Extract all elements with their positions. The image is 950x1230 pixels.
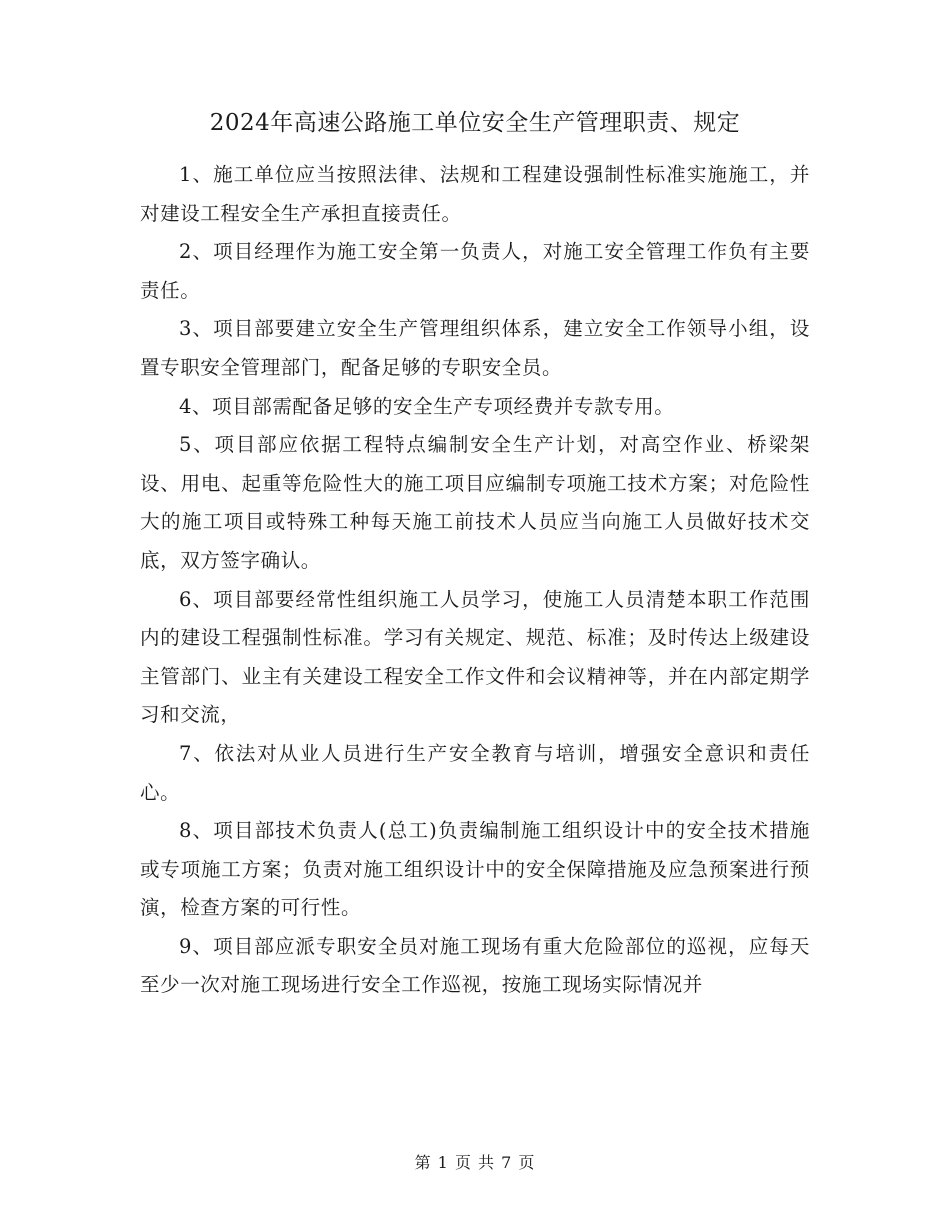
paragraph-3: 3、项目部要建立安全生产管理组织体系，建立安全工作领导小组，设置专职安全管理部门，配备足够的专职安全员。 xyxy=(140,317,810,379)
paragraph-9: 9、项目部应派专职安全员对施工现场有重大危险部位的巡视，应每天至少一次对施工现场进行安全工作巡视，按施工现场实际情况并 xyxy=(140,934,810,997)
paragraph-4: 4、项目部需配备足够的安全生产专项经费并专款专用。 xyxy=(179,394,675,418)
document-title: 2024年高速公路施工单位安全生产管理职责、规定 xyxy=(209,110,741,136)
paragraph-1: 1、施工单位应当按照法律、法规和工程建设强制性标准实施施工，并对建设工程安全生产承担直接责任。 xyxy=(140,163,810,225)
paragraph-2: 2、项目经理作为施工安全第一负责人，对施工安全管理工作负有主要责任。 xyxy=(140,240,810,302)
paragraph-8: 8、项目部技术负责人(总工)负责编制施工组织设计中的安全技术措施或专项施工方案；负责对施工组织设计中的安全保障措施及应急预案进行预演，检查方案的可行性。 xyxy=(140,819,810,920)
page-footer xyxy=(0,1152,950,1174)
paragraph-6: 6、项目部要经常性组织施工人员学习，使施工人员清楚本职工作范围内的建设工程强制性标准。学习有关规定、规范、标准；及时传达上级建设主管部门、业主有关建设工程安全工作文件和会议精神等，并在内部定期学习和交流， xyxy=(140,587,810,727)
document-body xyxy=(140,156,810,1005)
page-number-label: 第 1 页 共 7 页 xyxy=(414,1153,536,1172)
paragraph-7: 7、依法对从业人员进行生产安全教育与培训，增强安全意识和责任心。 xyxy=(140,741,810,804)
paragraph-5: 5、项目部应依据工程特点编制安全生产计划，对高空作业、桥梁架设、用电、起重等危险性大的施工项目应编制专项施工技术方案；对危险性大的施工项目或特殊工种每天施工前技术人员应当向施工人员做好技术交底，双方签字确认。 xyxy=(140,433,810,572)
